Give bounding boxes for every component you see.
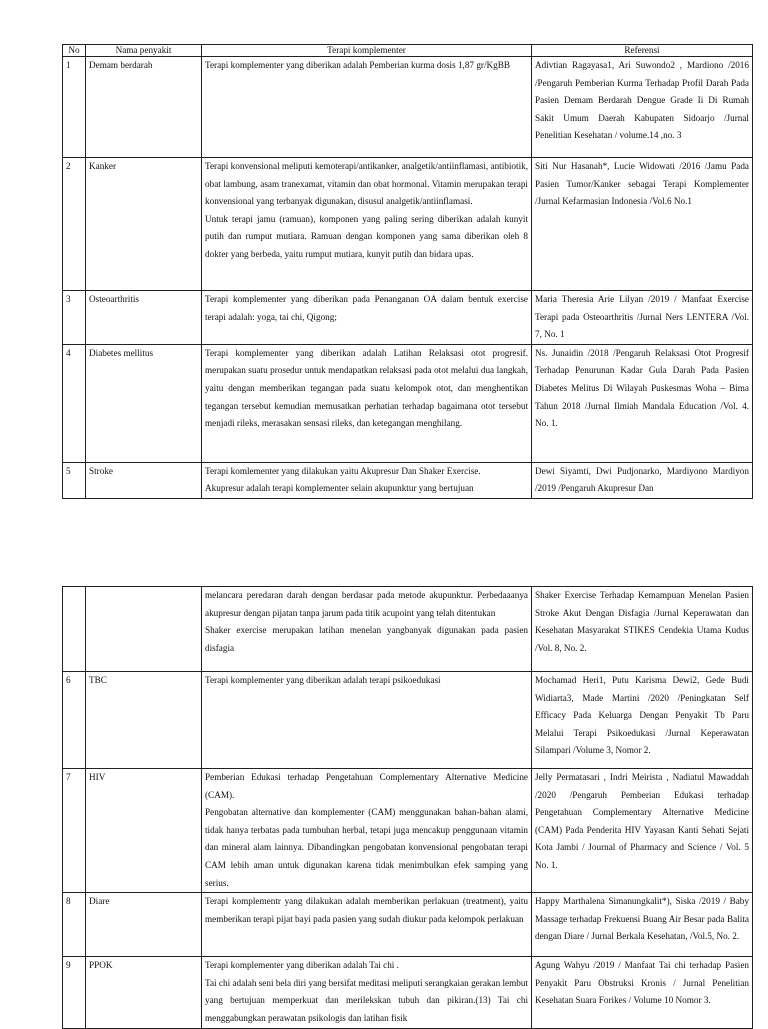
cell-no: 7 (63, 769, 86, 893)
therapy-paragraph: melancara peredaran darah dengan berdasar pada metode akupunktur. Perbedaaanya akupresur dengan pijatan tanpa jarum pada titik acupoint yang telah ditentukan (205, 590, 528, 618)
cell-therapy (202, 957, 532, 1028)
cell-no: 6 (63, 672, 86, 769)
therapy-paragraph: Terapi komlementer yang dilakukan yaitu Akupresur Dan Shaker Exercise. (205, 465, 481, 476)
therapy-paragraph: Terapi komplementr yang dilakukan adalah memberikan perlakuan (treatment), yaitu memberikan terapi pijat bayi pada pasien yang sudah diukur pada kelompok perlakuan (205, 896, 528, 924)
therapy-paragraph: Pemberian Edukasi terhadap Pengetahuan Complementary Alternative Medicine (CAM). (205, 772, 528, 800)
table-row (63, 291, 753, 345)
cell-reference: Agung Wahyu /2019 / Manfaat Tai chi terhadap Pasien Penyakit Paru Obstruksi Kronis / Jurnal Penelitian Kesehatan Suara Forikes / Volume 10 Nomor 3. (532, 957, 753, 1028)
cell-therapy (202, 769, 532, 893)
therapy-table-page-1 (62, 44, 753, 499)
cell-reference: Jelly Permatasari , Indri Meirista , Nadiatul Mawaddah /2020 /Pengaruh Pemberian Edukasi terhadap Pengetahuan Complementary Alternative Medicine (CAM) Pada Penderita HIV Yayasan Kanti Sehati Sejati Kota Jambi / Journal of Pharmacy and Science / Vol. 5 No. 1. (532, 769, 753, 893)
cell-disease: Diabetes mellitus (86, 344, 202, 462)
header-therapy: Terapi komplementer (202, 45, 532, 57)
cell-disease: Kanker (86, 158, 202, 291)
cell-reference: Shaker Exercise Terhadap Kemampuan Menelan Pasien Stroke Akut Dengan Disfagia /Jurnal Keperawatan dan Kesehatan Masyarakat STIKES Cendekia Utama Kudus /Vol. 8, No. 2. (532, 587, 753, 672)
cell-therapy (202, 672, 532, 769)
cell-therapy (202, 344, 532, 462)
cell-therapy (202, 158, 532, 291)
cell-disease: Demam berdarah (86, 57, 202, 158)
cell-therapy (202, 893, 532, 957)
cell-therapy (202, 587, 532, 672)
therapy-paragraph: Tai chi adalah seni bela diri yang bersifat meditasi meliputi serangkaian gerakan lembut yang bertujuan memperkuat dan merilekskan tubuh dan pikiran.(13) Tai chi menggabungkan perawatan psikologis dan latihan fisik (205, 977, 528, 1023)
table-row (63, 893, 753, 957)
therapy-paragraph: Terapi komplementer yang diberikan adalah Tai chi . (205, 960, 399, 971)
therapy-paragraph: Terapi komplementer yang diberikan adalah Pemberian kurma dosis 1,87 gr/KgBB (205, 60, 511, 70)
table-body-page-2 (63, 587, 753, 1029)
cell-reference: Ns. Junaidin /2018 /Pengaruh Relaksasi Otot Progresif Terhadap Penurunan Kadar Gula Darah Pada Pasien Diabetes Melitus Di Wilayah Puskesmas Woha – Bima Tahun 2018 /Jurnal Ilmiah Mandala Education /Vol. 4. No. 1. (532, 344, 753, 462)
therapy-paragraph: Terapi komplementer yang diberikan adalah terapi psikoedukasi (205, 675, 441, 685)
therapy-table-page-2 (62, 586, 753, 1029)
therapy-paragraph: Untuk terapi jamu (ramuan), komponen yang paling sering diberikan adalah kunyit putih dan rumput mutiara. Ramuan dengan komponen yang sama diberikan oleh 8 dokter yang berbeda, yaitu rumput mutiara, kunyit putih dan bidara upas. (205, 213, 528, 259)
cell-disease: Diare (86, 893, 202, 957)
cell-reference: Mochamad Heri1, Putu Karisma Dewi2, Gede Budi Widiarta3, Made Martini /2020 /Peningkatan Self Efficacy Pada Keluarga Dengan Penyakit Tb Paru Melalui Terapi Psikoedukasi /Jurnal Keperawatan Silampari /Volume 3, Nomor 2. (532, 672, 753, 769)
table-header-row (63, 45, 753, 57)
therapy-paragraph: Pengobatan alternative dan komplementer (CAM) menggunakan bahan-bahan alami, tidak hanya terbatas pada tumbuhan herbal, tetapi juga mencakup penggunaan vitamin dan mineral alam lainnya. Dibandingkan pengobatan konvensional pengobatan terapi CAM lebih aman untuk digunakan karena tidak menimbulkan efek samping yang serius. (205, 807, 528, 888)
header-disease: Nama penyakit (86, 45, 202, 57)
cell-reference: Happy Marthalena Simanungkalit*), Siska /2019 / Baby Massage terhadap Frekuensi Buang Air Besar pada Balita dengan Diare / Jurnal Berkala Kesehatan, /Vol.5, No. 2. (532, 893, 753, 957)
table-row (63, 587, 753, 672)
cell-no: 1 (63, 57, 86, 158)
table-body-page-1 (63, 57, 753, 499)
cell-no: 9 (63, 957, 86, 1028)
cell-disease: Osteoarthritis (86, 291, 202, 345)
therapy-paragraph: Terapi konvensional meliputi kemoterapi/antikanker, analgetik/antiinflamasi, antibiotik, obat lambung, asam tranexamat, vitamin dan obat hormonal. Vitamin merupakan terapi konvensional yang terbanyak digunakan, disusul analgetik/antiinflamasi. (205, 161, 529, 207)
header-no: No (63, 45, 86, 57)
cell-disease: Stroke (86, 462, 202, 498)
table-row (63, 462, 753, 498)
cell-therapy (202, 462, 532, 498)
table-row (63, 769, 753, 893)
table-row (63, 672, 753, 769)
cell-no: 2 (63, 158, 86, 291)
header-reference: Referensi (532, 45, 753, 57)
table-row (63, 344, 753, 462)
cell-reference: Adivtian Ragayasa1, Ari Suwondo2 , Mardiono /2016 /Pengaruh Pemberian Kurma Terhadap Profil Darah Pada Pasien Demam Berdarah Dengue Grade Ii Di Rumah Sakit Umum Daerah Kabupaten Sidoarjo /Jurnal Penelitian Kesehatan / volume.14 ,no. 3 (532, 57, 753, 158)
table-row (63, 57, 753, 158)
cell-reference: Siti Nur Hasanah*, Lucie Widowati /2016 /Jamu Pada Pasien Tumor/Kanker sebagai Terapi Komplementer /Jurnal Kefarmasian Indonesia /Vol.6 No.1 (532, 158, 753, 291)
cell-no: 4 (63, 344, 86, 462)
cell-therapy (202, 57, 532, 158)
cell-disease: TBC (86, 672, 202, 769)
therapy-paragraph: Terapi komplementer yang diberikan pada Penanganan OA dalam bentuk exercise terapi adalah: yoga, tai chi, Qigong; (205, 294, 528, 322)
cell-no (63, 587, 86, 672)
therapy-paragraph: Terapi komplementer yang diberikan adalah Latihan Relaksasi otot progresif. merupakan suatu prosedur untuk mendapatkan relaksasi pada otot melalui dua langkah, yaitu dengan memberikan tegangan pada suatu kelompok otot, dan menghentikan tegangan tersebut kemudian memusatkan perhatian terhadap bagaimana otot tersebut menjadi rileks, merasakan sensasi rileks, dan ketegangan menghilang. (205, 347, 528, 429)
cell-reference: Maria Theresia Arie Lilyan /2019 / Manfaat Exercise Terapi pada Osteoarthritis /Jurnal Ners LENTERA /Vol. 7, No. 1 (532, 291, 753, 345)
cell-disease: PPOK (86, 957, 202, 1028)
cell-therapy (202, 291, 532, 345)
therapy-paragraph: Shaker exercise merupakan latihan menelan yangbanyak digunakan pada pasien disfagia (205, 625, 528, 653)
cell-disease (86, 587, 202, 672)
table-row (63, 158, 753, 291)
cell-no: 8 (63, 893, 86, 957)
cell-reference: Dewi Siyamti, Dwi Pudjonarko, Mardiyono Mardiyon /2019 /Pengaruh Akupresur Dan (532, 462, 753, 498)
cell-no: 5 (63, 462, 86, 498)
cell-no: 3 (63, 291, 86, 345)
therapy-paragraph: Akupresur adalah terapi komplementer selain akupunktur yang bertujuan (205, 483, 474, 494)
table-row (63, 957, 753, 1028)
cell-disease: HIV (86, 769, 202, 893)
